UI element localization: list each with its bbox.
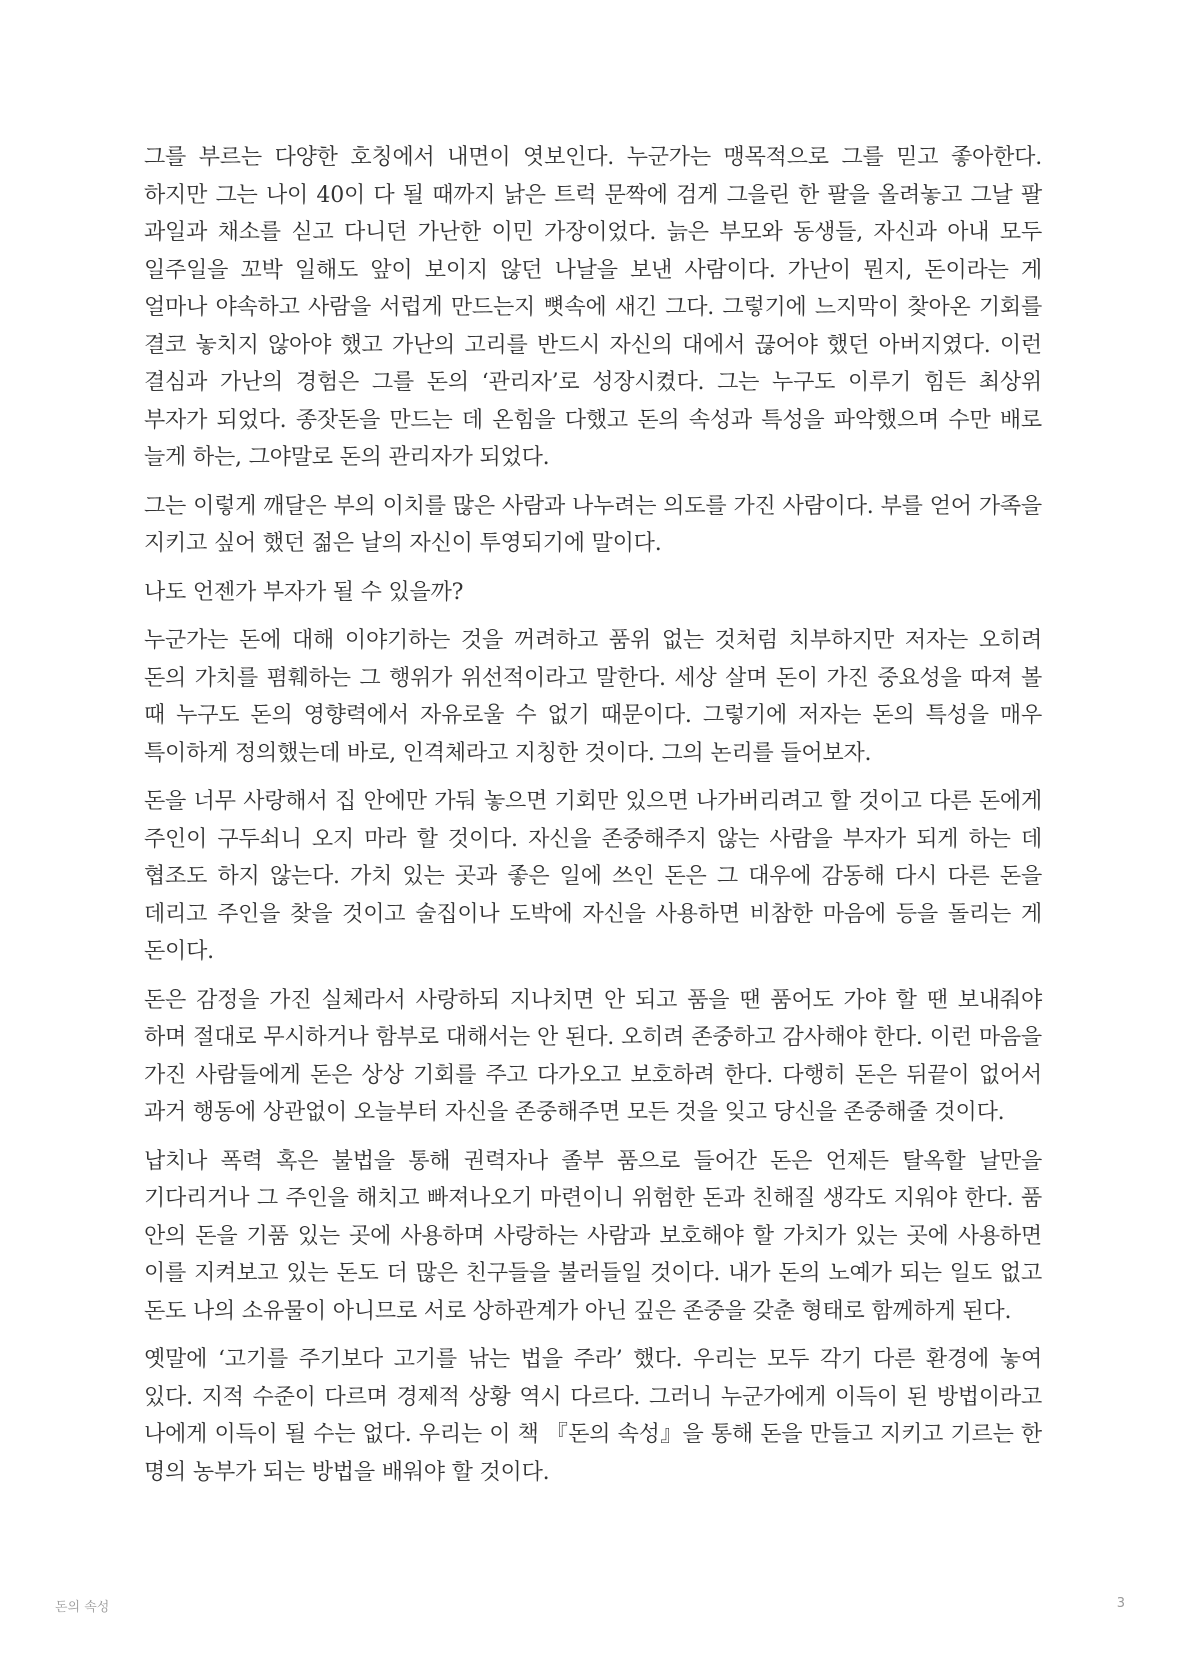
paragraph: 그를 부르는 다양한 호칭에서 내면이 엿보인다. 누군가는 맹목적으로 그를 믿고 좋아한다. 하지만 그는 나이 40이 다 될 때까지 낡은 트럭 문짝에 검게 그을린 한 팔을 올려놓고 그날 팔 과일과 채소를 싣고 다니던 가난한 이민 가장이었다. 늙은 부모와 동생들, 자신과 아내 모두 일주일을 꼬박 일해도 앞이 보이지 않던 나날을 보낸 사람이다. 가난이 뭔지, 돈이라는 게 얼마나 야속하고 사람을 서럽게 만드는지 뼛속에 새긴 그다. 그렇기에 느지막이 찾아온 기회를 결코 놓치지 않아야 했고 가난의 고리를 반드시 자신의 대에서 끊어야 했던 아버지였다. 이런 결심과 가난의 경험은 그를 돈의 ‘관리자’로 성장시켰다. 그는 누구도 이루기 힘든 최상위 부자가 되었다. 종잣돈을 만드는 데 온힘을 다했고 돈의 속성과 특성을 파악했으며 수만 배로 늘게 하는, 그야말로 돈의 관리자가 되었다. (144, 145, 1042, 470)
paragraph: 돈을 너무 사랑해서 집 안에만 가둬 놓으면 기회만 있으면 나가버리려고 할 것이고 다른 돈에게 주인이 구두쇠니 오지 마라 할 것이다. 자신을 존중해주지 않는 사람을 부자가 되게 하는 데 협조도 하지 않는다. 가치 있는 곳과 좋은 일에 쓰인 돈은 그 대우에 감동해 다시 다른 돈을 데리고 주인을 찾을 것이고 술집이나 도박에 자신을 사용하면 비참한 마음에 등을 돌리는 게 돈이다. (144, 789, 1042, 964)
paragraph: 돈은 감정을 가진 실체라서 사랑하되 지나치면 안 되고 품을 땐 품어도 가야 할 땐 보내줘야 하며 절대로 무시하거나 함부로 대해서는 안 된다. 오히려 존중하고 감사해야 한다. 이런 마음을 가진 사람들에게 돈은 상상 기회를 주고 다가오고 보호하려 한다. 다행히 돈은 뒤끝이 없어서 과거 행동에 상관없이 오늘부터 자신을 존중해주면 모든 것을 잊고 당신을 존중해줄 것이다. (144, 987, 1042, 1125)
paragraph: 그는 이렇게 깨달은 부의 이치를 많은 사람과 나누려는 의도를 가진 사람이다. 부를 얻어 가족을 지키고 싶어 했던 젊은 날의 자신이 투영되기에 말이다. (144, 493, 1042, 556)
body-text (144, 139, 1042, 1502)
paragraph: 누군가는 돈에 대해 이야기하는 것을 꺼려하고 품위 없는 것처럼 치부하지만 저자는 오히려 돈의 가치를 폄훼하는 그 행위가 위선적이라고 말한다. 세상 살며 돈이 가진 중요성을 따져 볼 때 누구도 돈의 영향력에서 자유로울 수 없기 때문이다. 그렇기에 저자는 돈의 특성을 매우 특이하게 정의했는데 바로, 인격체라고 지칭한 것이다. 그의 논리를 들어보자. (144, 628, 1042, 766)
paragraph: 나도 언젠가 부자가 될 수 있을까? (144, 579, 464, 605)
footer-page-number: 3 (1116, 1596, 1125, 1611)
paragraph: 옛말에 ‘고기를 주기보다 고기를 낚는 법을 주라’ 했다. 우리는 모두 각기 다른 환경에 놓여 있다. 지적 수준이 다르며 경제적 상황 역시 다르다. 그러니 누군가에게 이득이 된 방법이라고 나에게 이득이 될 수는 없다. 우리는 이 책 『돈의 속성』을 통해 돈을 만들고 지키고 기르는 한 명의 농부가 되는 방법을 배워야 할 것이다. (144, 1347, 1042, 1485)
paragraph: 납치나 폭력 혹은 불법을 통해 권력자나 졸부 품으로 들어간 돈은 언제든 탈옥할 날만을 기다리거나 그 주인을 해치고 빠져나오기 마련이니 위험한 돈과 친해질 생각도 지워야 한다. 품 안의 돈을 기품 있는 곳에 사용하며 사랑하는 사람과 보호해야 할 가치가 있는 곳에 사용하면 이를 지켜보고 있는 돈도 더 많은 친구들을 불러들일 것이다. 내가 돈의 노예가 되는 일도 없고 돈도 나의 소유물이 아니므로 서로 상하관계가 아닌 깊은 존중을 갖춘 형태로 함께하게 된다. (144, 1148, 1042, 1324)
footer-book-title: 돈의 속성 (55, 1600, 110, 1615)
